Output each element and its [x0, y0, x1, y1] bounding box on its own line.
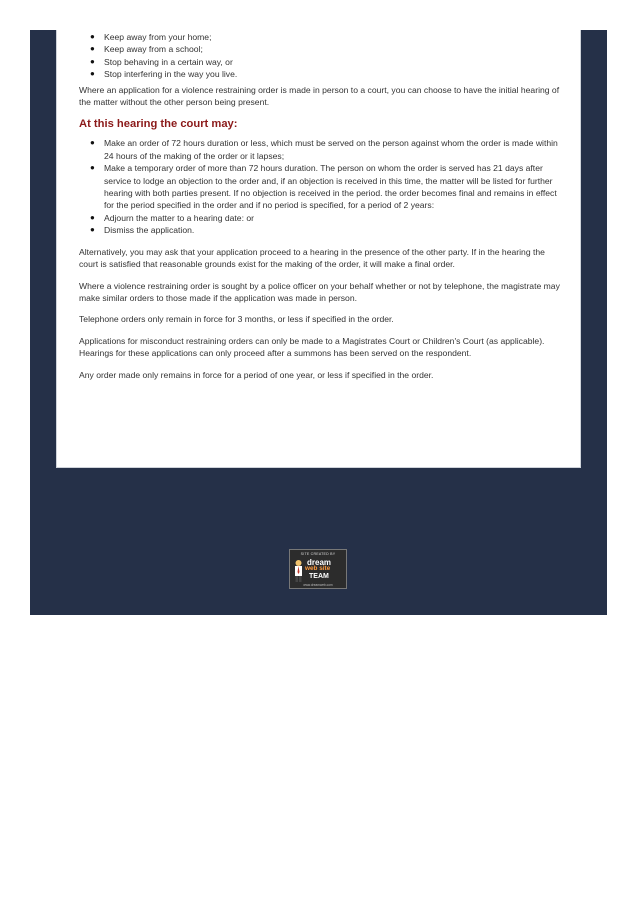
bullet-icon: ● [90, 44, 95, 54]
list-item: ● Dismiss the application. [90, 225, 195, 236]
bullet-icon: ● [90, 163, 95, 173]
mascot-icon [293, 559, 304, 583]
bullet-icon: ● [90, 212, 95, 222]
list-item: ● Adjourn the matter to a hearing date: or [90, 212, 255, 223]
list-item: ● Make a temporary order of more than 72 hours duration. The person on whom the order is served has 21 days after service to lodge an objection to the order and, if an objection is received in this time, the matter will be listed for further hearing with both parties present. If no objection is received in the period. the order becomes final and remains in effect for the period specified in the order and if no period is specified, for a period of 2 years: [90, 163, 557, 211]
badge-bottom-text: www.dreamweb.com [303, 583, 333, 587]
content-panel [56, 30, 581, 468]
site-creator-badge[interactable] [289, 549, 347, 589]
article-body [79, 30, 564, 381]
paragraph-application: Where an application for a violence restraining order is made in person to a court, you can choose to have the initial hearing of the matter without the other person being present. [79, 84, 560, 108]
paragraph-misconduct: Applications for misconduct restraining orders can only be made to a Magistrates Court or Children's Court (as applicable). Hearings for these applications can only proceed after a summons has been served on the respondent. [79, 335, 545, 359]
list-item: ● Stop behaving in a certain way, or [90, 56, 233, 67]
badge-word-dream: dream [307, 558, 332, 567]
paragraph-police: Where a violence restraining order is sought by a police officer on your behalf whether or not by telephone, the magistrate may make similar orders to those made if the application was made in person. [79, 280, 560, 303]
badge-word-website: web site [305, 565, 331, 572]
badge-word-team: TEAM [309, 573, 329, 580]
bullet-icon: ● [90, 32, 95, 41]
list-item: ● Keep away from your home; [90, 32, 212, 42]
list-item: ● Stop interfering in the way you live. [90, 69, 238, 80]
bullet-icon: ● [90, 225, 95, 235]
paragraph-any-order: Any order made only remains in force for a period of one year, or less if specified in the order. [79, 369, 434, 380]
list-item: ● Make an order of 72 hours duration or less, which must be served on the person against whom the order is made within 24 hours of the making of the order or it lapses; [90, 138, 558, 161]
bullet-icon: ● [90, 56, 95, 66]
paragraph-alternatively: Alternatively, you may ask that your application proceed to a hearing in the presence of the other party. If in the hearing the court is satisfied that reasonable grounds exist for the making of the order, it will make a final order. [79, 246, 545, 270]
bullet-icon: ● [90, 69, 95, 79]
list-item: ● Keep away from a school; [90, 44, 203, 55]
paragraph-telephone: Telephone orders only remain in force for 3 months, or less if specified in the order. [79, 314, 394, 325]
badge-top-text: SITE CREATED BY [300, 552, 336, 556]
court-options-list [79, 137, 564, 236]
order-effects-list [79, 30, 564, 81]
section-heading: At this hearing the court may: [79, 118, 238, 131]
bullet-icon: ● [90, 138, 95, 148]
